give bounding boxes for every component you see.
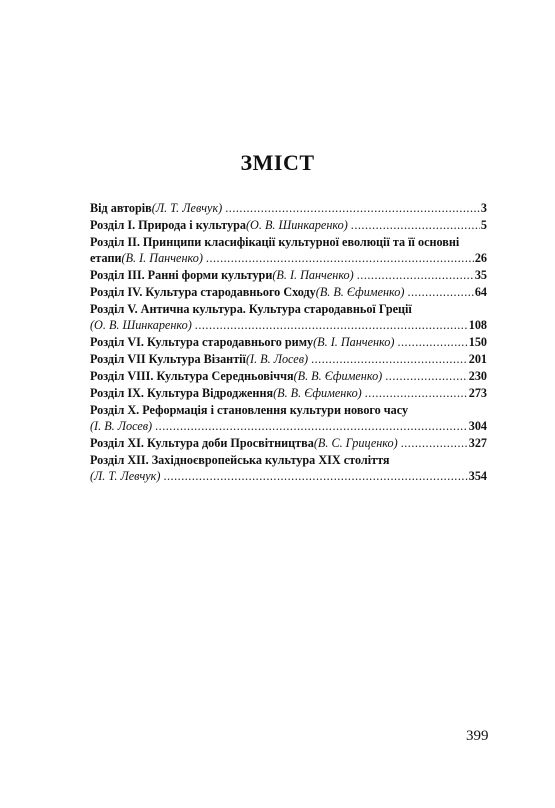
toc-entry-title: Розділ VIII. Культура Середньовіччя (90, 369, 294, 383)
toc-entry-title: Розділ VII Культура Візантії (90, 352, 246, 366)
toc-entry-row (90, 351, 487, 367)
toc-entry-author: (О. В. Шинкаренко) (245, 218, 348, 232)
toc-entry (90, 284, 487, 300)
toc-entry-author: (В. В. Єфименко) (273, 386, 362, 400)
toc-entry-title: Розділ VI. Культура стародавнього риму (90, 335, 314, 349)
toc-entry-title-line: Розділ ІІ. Принципи класифікації культурної еволюції та її основні (90, 235, 460, 249)
toc-entry-row (90, 435, 487, 451)
toc-entry-author: (О. В. Шинкаренко) (90, 318, 192, 332)
toc-entry-row (90, 200, 487, 216)
toc-entry-page: 327 (468, 436, 487, 450)
toc-entry-title: Розділ XI. Культура доби Просвітництва (90, 436, 314, 450)
toc-entry-page: 64 (474, 285, 487, 299)
toc-entry-page: 304 (468, 419, 487, 433)
toc-entry-page: 108 (468, 318, 487, 332)
toc-entry (90, 267, 487, 283)
dot-leader (225, 200, 480, 216)
toc-entry-row (90, 267, 487, 283)
dot-leader (407, 284, 473, 300)
toc-entry-page: 230 (468, 369, 487, 383)
dot-leader (206, 250, 474, 266)
toc-entry-title: етапи (90, 251, 122, 265)
dot-leader (163, 468, 467, 484)
toc-entry (90, 402, 487, 434)
toc-entry-author: (І. В. Лосев) (90, 419, 153, 433)
dot-leader (397, 334, 467, 350)
toc-entry-row (90, 284, 487, 300)
toc-entry (90, 351, 487, 367)
toc-entry-author: (Л. Т. Левчук) (151, 201, 223, 215)
dot-leader (155, 418, 468, 434)
toc-entry (90, 301, 487, 333)
toc-entry-row (90, 217, 487, 233)
toc-entry-row (90, 385, 487, 401)
dot-leader (357, 267, 474, 283)
toc-entry-title-line: Розділ V. Антична культура. Культура стародавньої Греції (90, 302, 412, 316)
dot-leader (311, 351, 468, 367)
toc-entry-page: 26 (474, 251, 487, 265)
toc-entry-title: Від авторів (90, 201, 152, 215)
dot-leader (195, 317, 468, 333)
toc-entry-title-line: Розділ X. Реформація і становлення культури нового часу (90, 403, 409, 417)
toc-entry (90, 234, 487, 266)
dot-leader (401, 435, 468, 451)
toc-entry-page: 150 (468, 335, 487, 349)
toc-entry-page: 5 (480, 218, 487, 232)
toc-entry (90, 435, 487, 451)
toc-entry (90, 368, 487, 384)
toc-entry-page: 273 (468, 386, 487, 400)
toc-entry (90, 200, 487, 216)
toc-entry-author: (Л. Т. Левчук) (90, 469, 161, 483)
toc-entry-author: (В. В. Єфименко) (315, 285, 405, 299)
page-number: 399 (466, 728, 489, 744)
toc-entry-author: (І. В. Лосев) (245, 352, 309, 366)
toc-entry-row (90, 468, 487, 484)
dot-leader (351, 217, 480, 233)
toc-entry-author: (В. В. Єфименко) (293, 369, 383, 383)
toc-entry (90, 452, 487, 484)
dot-leader (385, 368, 467, 384)
toc-entry-page: 3 (480, 201, 487, 215)
toc-entry-title-line: Розділ XII. Західноєвропейська культура XIX століття (90, 453, 390, 467)
toc-entry-row (90, 418, 487, 434)
toc-entry (90, 217, 487, 233)
toc-entry-row (90, 250, 487, 266)
dot-leader (365, 385, 468, 401)
toc-entry-title: Розділ IX. Культура Відродження (90, 386, 274, 400)
toc-entry-author: (В. С. Гриценко) (313, 436, 398, 450)
toc-entry-row (90, 334, 487, 350)
toc-entry (90, 385, 487, 401)
toc-entry-row (90, 368, 487, 384)
toc-entry-title: Розділ IV. Культура стародавнього Сходу (90, 285, 316, 299)
page-title: ЗМІСТ (240, 150, 315, 175)
toc-entry-author: (В. І. Панченко) (121, 251, 203, 265)
toc-entry-page: 201 (468, 352, 487, 366)
table-of-contents (90, 200, 487, 485)
toc-entry (90, 334, 487, 350)
toc-entry-title: Розділ ІІІ. Ранні форми культури (90, 268, 273, 282)
toc-entry-page: 354 (468, 469, 487, 483)
toc-entry-author: (В. І. Панченко) (272, 268, 354, 282)
toc-entry-author: (В. І. Панченко) (313, 335, 395, 349)
toc-entry-page: 35 (474, 268, 487, 282)
toc-entry-title: Розділ І. Природа і культура (90, 218, 246, 232)
toc-entry-row (90, 317, 487, 333)
